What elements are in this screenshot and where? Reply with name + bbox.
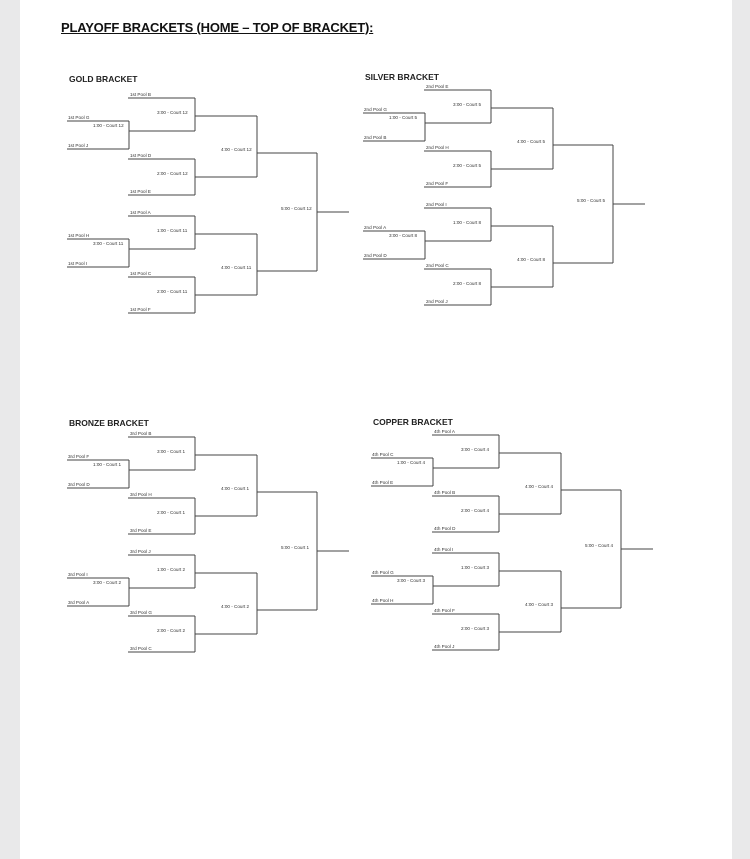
upper-game: 1:00 - Court 12: [93, 123, 124, 128]
upper-seed: 1st Pool D: [130, 153, 152, 158]
final-game: 5:00 - Court 12: [281, 206, 312, 211]
upper-game: 3:00 - Court 12: [157, 110, 188, 115]
upper-seed: 2nd Pool B: [364, 135, 387, 140]
final-game: 5:00 - Court 1: [281, 545, 310, 550]
lower-game: 4:00 - Court 11: [221, 265, 252, 270]
lower-game: 3:00 - Court 2: [93, 580, 122, 585]
bronze-bracket-title: BRONZE BRACKET: [69, 418, 149, 428]
upper-game: 3:00 - Court 1: [157, 449, 186, 454]
upper-seed: 2nd Pool H: [426, 145, 449, 150]
upper-seed: 3rd Pool B: [130, 431, 152, 436]
gold-bracket-title: GOLD BRACKET: [69, 74, 138, 84]
upper-game: 2:00 - Court 12: [157, 171, 188, 176]
final-game: 5:00 - Court 4: [585, 543, 614, 548]
lower-seed: 4th Pool G: [372, 570, 394, 575]
lower-seed: 4th Pool F: [434, 608, 455, 613]
upper-seed: 4th Pool D: [434, 526, 456, 531]
lower-game: 3:00 - Court 8: [389, 233, 418, 238]
lower-seed: 2nd Pool C: [426, 263, 449, 268]
lower-seed: 1st Pool A: [130, 210, 151, 215]
final-game: 5:00 - Court 5: [577, 198, 606, 203]
upper-seed: 1st Pool E: [130, 189, 151, 194]
upper-seed: 4th Pool C: [372, 452, 394, 457]
lower-game: 1:00 - Court 11: [157, 228, 188, 233]
silver-bracket-title: SILVER BRACKET: [365, 72, 439, 82]
upper-game: 1:00 - Court 5: [389, 115, 418, 120]
lower-seed: 2nd Pool J: [426, 299, 448, 304]
upper-seed: 2nd Pool G: [364, 107, 387, 112]
upper-game: 4:00 - Court 12: [221, 147, 252, 152]
lower-seed: 2nd Pool D: [364, 253, 387, 258]
upper-seed: 4th Pool B: [434, 490, 456, 495]
upper-game: 2:00 - Court 5: [453, 163, 482, 168]
upper-seed: 3rd Pool F: [68, 454, 90, 459]
upper-seed: 4th Pool E: [372, 480, 394, 485]
upper-seed: 3rd Pool H: [130, 492, 152, 497]
upper-game: 3:00 - Court 5: [453, 102, 482, 107]
lower-seed: 3rd Pool I: [68, 572, 88, 577]
upper-seed: 1st Pool B: [130, 92, 151, 97]
lower-seed: 2nd Pool A: [364, 225, 387, 230]
upper-seed: 2nd Pool F: [426, 181, 449, 186]
upper-seed: 3rd Pool E: [130, 528, 152, 533]
lower-seed: 2nd Pool I: [426, 202, 447, 207]
lower-game: 4:00 - Court 3: [525, 602, 554, 607]
lower-seed: 4th Pool I: [434, 547, 454, 552]
lower-seed: 1st Pool H: [68, 233, 90, 238]
lower-seed: 1st Pool F: [130, 307, 151, 312]
upper-seed: 3rd Pool D: [68, 482, 90, 487]
lower-seed: 3rd Pool G: [130, 610, 152, 615]
copper-bracket-title: COPPER BRACKET: [373, 417, 453, 427]
lower-game: 2:00 - Court 11: [157, 289, 188, 294]
upper-game: 1:00 - Court 1: [93, 462, 122, 467]
lower-seed: 3rd Pool C: [130, 646, 152, 651]
upper-seed: 2nd Pool E: [426, 84, 449, 89]
upper-seed: 1st Pool J: [68, 143, 89, 148]
lower-seed: 1st Pool I: [68, 261, 88, 266]
lower-game: 3:00 - Court 11: [93, 241, 124, 246]
page-title: PLAYOFF BRACKETS (HOME – TOP OF BRACKET):: [61, 20, 374, 35]
lower-seed: 4th Pool J: [434, 644, 455, 649]
upper-game: 4:00 - Court 4: [525, 484, 554, 489]
upper-seed: 1st Pool G: [68, 115, 90, 120]
lower-game: 1:00 - Court 3: [461, 565, 490, 570]
lower-game: 1:00 - Court 2: [157, 567, 186, 572]
upper-seed: 4th Pool A: [434, 429, 455, 434]
lower-game: 1:00 - Court 8: [453, 220, 482, 225]
lower-seed: 3rd Pool J: [130, 549, 151, 554]
lower-seed: 3rd Pool A: [68, 600, 90, 605]
upper-game: 2:00 - Court 1: [157, 510, 186, 515]
lower-seed: 1st Pool C: [130, 271, 152, 276]
upper-game: 1:00 - Court 4: [397, 460, 426, 465]
upper-game: 4:00 - Court 5: [517, 139, 546, 144]
lower-game: 4:00 - Court 8: [517, 257, 546, 262]
lower-game: 4:00 - Court 2: [221, 604, 250, 609]
lower-game: 2:00 - Court 8: [453, 281, 482, 286]
lower-game: 2:00 - Court 3: [461, 626, 490, 631]
upper-game: 4:00 - Court 1: [221, 486, 250, 491]
lower-seed: 4th Pool H: [372, 598, 394, 603]
upper-game: 3:00 - Court 4: [461, 447, 490, 452]
lower-game: 3:00 - Court 3: [397, 578, 426, 583]
upper-game: 2:00 - Court 4: [461, 508, 490, 513]
lower-game: 2:00 - Court 2: [157, 628, 186, 633]
